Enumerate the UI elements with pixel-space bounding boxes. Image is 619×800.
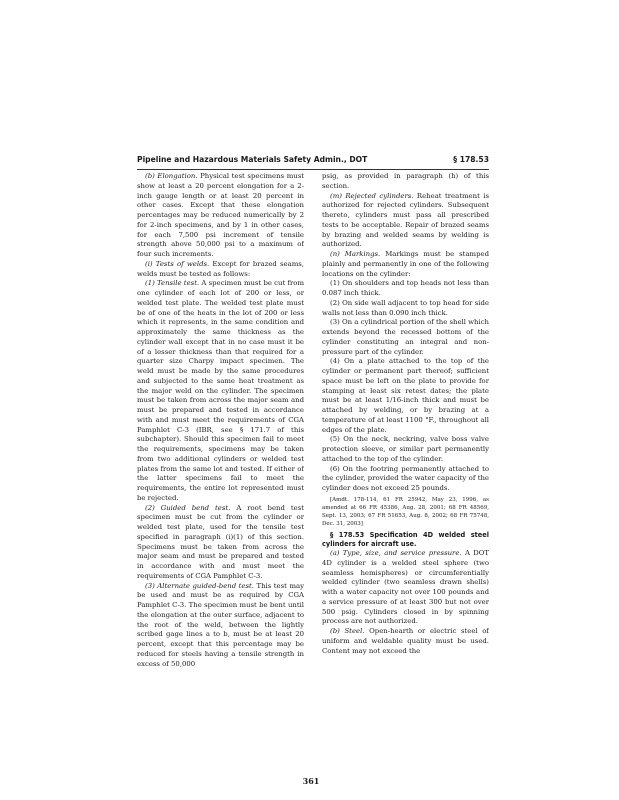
paragraph-tensile-test: (1) Tensile test. A specimen must be cut from one cylinder of each lot of 200 or less, or welded test plate. The welded test plate must be of one of the heats in the lot of 200 or less which it represents, in the same condition and approximately the same thickness as the cylinder wall except that in no case must it be of a lesser thickness than that required for a quarter size Charpy impact specimen. The weld must be made by the same procedures and subjected to the same heat treatment as the major weld on the cylinder. The specimen must be taken from across the major seam and must be prepared and tested in accordance with and must meet the requirements of CGA Pamphlet C-3 (IBR, see § 171.7 of this subchapter). Should this specimen fail to meet the requirements, specimens may be taken from two additional cylinders or welded test plates from the same lot and tested. If either of the latter specimens fail to meet the requirements, the entire lot represented must be rejected. <box>137 279 304 502</box>
paragraph-guided-bend-test: (2) Guided bend test. A root bend test specimen must be cut from the cylinder or welded test plate, used for the tensile test specified in paragraph (i)(1) of this section. Specimens must be taken from across the major seam and must be prepared and tested in accordance with and must meet the requirements of CGA Pamphlet C-3. <box>137 503 304 580</box>
paragraph-marking-location-4: (4) On a plate attached to the top of the cylinder or permanent part thereof; sufficient space must be left on the plate to provide for stamping at least six retest dates; the plate must be at least 1/16-inch thick and must be attached by welding, or by brazing at a temperature of at least 1100 °F., throughout all edges of the plate. <box>322 357 489 434</box>
paragraph-elongation: (b) Elongation. Physical test specimens must show at least a 20 percent elongation for a 2-inch gauge length or at least 20 percent in other cases. Except that these elongation percentages may be reduced numerically by 2 for 2-inch specimens, and by 1 in other cases, for each 7,500 psi increment of tensile strength above 50,000 psi to a maximum of four such increments. <box>137 172 304 258</box>
page-number: 361 <box>302 776 320 786</box>
paragraph-tests-of-welds: (i) Tests of welds. Except for brazed seams, welds must be tested as follows: <box>137 259 304 278</box>
paragraph-marking-location-2: (2) On side wall adjacent to top head for side walls not less than 0.090 inch thick. <box>322 298 489 317</box>
paragraph-marking-location-5: (5) On the neck, neckring, valve boss valve protection sleeve, or similar part permanently attached to the top of the cylinder. <box>322 435 489 463</box>
paragraph-steel: (b) Steel. Open-hearth or electric steel of uniform and weldable quality must be used. Content may not exceed the <box>322 627 489 655</box>
amendment-note: [Amdt. 178-114, 61 FR 25942, May 23, 1996, as amended at 66 FR 45386, Aug. 28, 2001; 68 FR 48569, Sept. 13, 2003; 67 FR 51653, Aug. 8, 2002; 68 FR 75748, Dec. 31, 2003] <box>322 496 489 527</box>
paragraph-rejected-cylinders: (m) Rejected cylinders. Reheat treatment is authorized for rejected cylinders. Subsequent thereto, cylinders must pass all prescribed tests to be acceptable. Repair of brazed seams by brazing and welded seams by welding is authorized. <box>322 191 489 249</box>
paragraph-type-size-pressure: (a) Type, size, and service pressure. A DOT 4D cylinder is a welded steel sphere (two seamless hemispheres) or circumferentially welded cylinder (two seamless drawn shells) with a water capacity not over 100 pounds and a service pressure of at least 300 but not over 500 psig. Cylinders closed in by spinning process are not authorized. <box>322 549 489 626</box>
paragraph-markings: (n) Markings. Markings must be stamped plainly and permanently in one of the following locations on the cylinder: <box>322 250 489 278</box>
paragraph-marking-location-3: (3) On a cylindrical portion of the shell which extends beyond the recessed bottom of the cylinder constituting an integral and non-pressure part of the cylinder. <box>322 318 489 356</box>
header-section: § 178.53 <box>453 155 489 164</box>
paragraph-alternate-guided-bend-test: (3) Alternate guided-bend test. This test may be used and must be as required by CGA Pamphlet C-3. The specimen must be bent until the elongation at the outer surface, adjacent to the root of the weld, between the lightly scribed gage lines a to b, must be at least 20 percent, except that this percentage may be reduced for steels having a tensile strength in excess of 50,000 <box>137 581 304 668</box>
running-header <box>137 155 489 170</box>
left-column <box>137 172 304 772</box>
paragraph-marking-location-1: (1) On shoulders and top heads not less than 0.087 inch thick. <box>322 279 489 297</box>
section-heading: § 178.53 Specification 4D welded steel cylinders for aircraft use. <box>322 530 489 548</box>
paragraph-marking-location-6: (6) On the footring permanently attached to the cylinder, provided the water capacity of the cylinder does not exceed 25 pounds. <box>322 464 489 492</box>
right-column <box>322 172 489 772</box>
paragraph-continuation: psig, as provided in paragraph (h) of this section. <box>322 172 489 190</box>
header-agency: Pipeline and Hazardous Materials Safety Admin., DOT <box>137 155 368 164</box>
